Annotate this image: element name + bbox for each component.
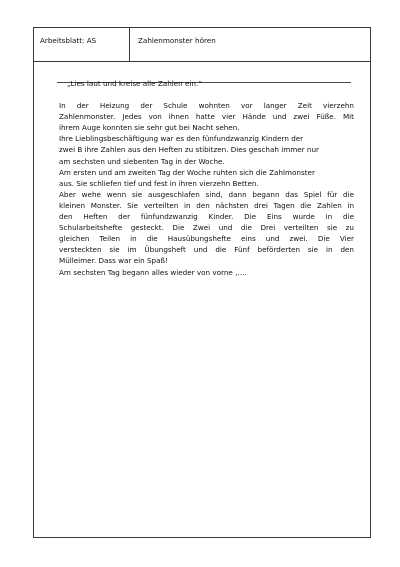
story-line: aus. Sie schliefen tief und fest in ihren vierzehn Betten. bbox=[59, 178, 259, 188]
story-line: Am sechsten Tag begann alles wieder von vorne ,…. bbox=[59, 267, 247, 277]
story-line: gleichen Teilen in die Hausübungshefte eins und zwei. Die Vier bbox=[59, 234, 354, 244]
story-line: Mülleimer. Dass war ein Spaß! bbox=[59, 256, 168, 266]
story-line: kleinen Monster. Sie verteilten in den nächsten drei Tagen die Zahlen in bbox=[59, 200, 354, 210]
story-line: Schularbeitshefte gesteckt. Die Zwei und die Drei verteilten sie zu bbox=[59, 223, 354, 233]
story-text bbox=[59, 100, 354, 278]
worksheet-header bbox=[34, 28, 370, 62]
story-line: Ihre Lieblingsbeschäftigung war es den fünfundzwanzig Kindern der bbox=[59, 134, 304, 144]
story-line: Aber wehe wenn sie ausgeschlafen sind, dann begann das Spiel für die bbox=[59, 189, 354, 199]
worksheet-title: Zahlenmonster hören bbox=[138, 36, 216, 45]
worksheet-label: Arbeitsblatt: AS bbox=[40, 36, 97, 45]
story-line: versteckten sie im Übungsheft und die Fünf beförderten sie in den bbox=[59, 245, 354, 255]
worksheet-content bbox=[59, 78, 354, 278]
story-line: In der Heizung der Schule wohnten vor langer Zeit vierzehn bbox=[59, 101, 354, 111]
story-line: ihrem Auge konnten sie sehr gut bei Nacht sehen. bbox=[59, 123, 240, 133]
header-label-cell bbox=[34, 28, 130, 61]
story-line: zwei B ihre Zahlen aus den Heften zu stibitzen. Dies geschah immer nur bbox=[59, 145, 319, 155]
story-line: Am ersten und am zweiten Tag der Woche ruhten sich die Zahlmonster bbox=[59, 167, 315, 177]
story-line: den Heften der fünfundzwanzig Kinder. Die Eins wurde in die bbox=[59, 212, 354, 222]
story-line: am sechsten und siebenten Tag in der Woche. bbox=[59, 156, 225, 166]
instruction-text: „Lies laut und kreise alle Zahlen ein.“ bbox=[67, 79, 202, 88]
story-line: Zahlenmonster. Jedes von ihnen hatte vier Hände und zwei Füße. Mit bbox=[59, 112, 354, 122]
